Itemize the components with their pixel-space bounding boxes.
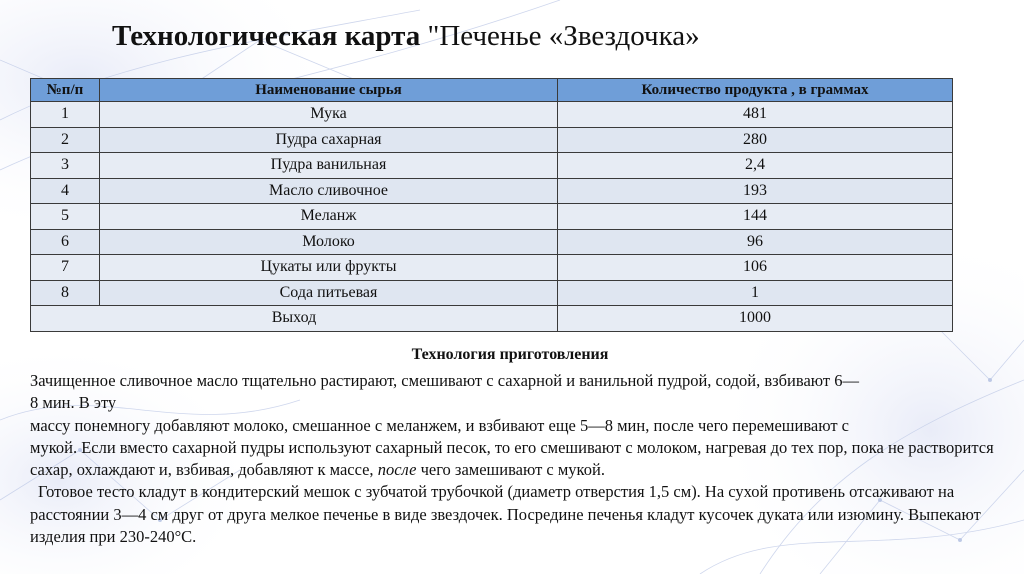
row-quantity: 144: [558, 204, 953, 230]
row-name: Пудра ванильная: [100, 153, 558, 179]
technology-heading: Технология приготовления: [411, 346, 609, 363]
technology-line-2: 8 мин. В эту: [30, 393, 117, 413]
row-name: Меланж: [100, 204, 558, 230]
row-name: Мука: [100, 102, 558, 128]
paragraph-1-end: чего замешивают с мукой.: [416, 460, 605, 480]
paragraph-1-text: мукой. Если вместо сахарной пудры используют сахарный песок, то его смешивают с молоком, нагревая до тех пор, пока не растворится сахар, охлаждают и, взбивая, добавляют к массе,: [30, 437, 994, 480]
row-quantity: 106: [558, 255, 953, 281]
page-title: [112, 18, 992, 54]
title-bold-part: Технологическая карта: [112, 20, 421, 52]
table-row: [31, 255, 953, 281]
technology-line-1: Зачищенное сливочное масло тщательно растирают, смешивают с сахарной и ванильной пудрой, содой, взбивают 6—: [30, 371, 859, 390]
technology-text: [30, 370, 995, 548]
technology-paragraph-1: [30, 437, 995, 482]
row-number: 7: [31, 255, 100, 281]
table-row: [31, 229, 953, 255]
technology-line-3: массу понемногу добавляют молоко, смешанное с меланжем, и взбивают еще 5—8 мин, после чего перемешивают с: [30, 415, 849, 435]
row-name: Пудра сахарная: [100, 127, 558, 153]
row-number: 2: [31, 127, 100, 153]
row-number: 1: [31, 102, 100, 128]
table-row: [31, 204, 953, 230]
total-label: Выход: [31, 306, 558, 332]
row-quantity: 193: [558, 178, 953, 204]
table-row: [31, 280, 953, 306]
header-name: Наименование сырья: [100, 79, 558, 102]
row-quantity: 96: [558, 229, 953, 255]
table-row: [31, 178, 953, 204]
row-number: 3: [31, 153, 100, 179]
table-row: [31, 153, 953, 179]
row-name: Цукаты или фрукты: [100, 255, 558, 281]
ingredients-table: [30, 78, 953, 332]
header-quantity: Количество продукта , в граммах: [558, 79, 953, 102]
technology-paragraph-2: Готовое тесто кладут в кондитерский мешок с зубчатой трубочкой (диаметр отверстия 1,5 см). На сухой противень отсаживают на расстоянии 3—4 см друг от друга мелкое печенье в виде звездочек. Посредине печенья кладут кусочек дуката или изюмину. Выпекают изделия при 230-240°С.: [30, 482, 981, 547]
table-row: [31, 102, 953, 128]
title-rest-part: "Печенье «Звездочка»: [420, 20, 700, 52]
row-quantity: 1: [558, 280, 953, 306]
row-number: 6: [31, 229, 100, 255]
paragraph-1-italic: после: [377, 460, 417, 480]
row-number: 4: [31, 178, 100, 204]
row-quantity: 481: [558, 102, 953, 128]
header-number: №п/п: [31, 79, 100, 102]
table-total-row: [31, 306, 953, 332]
row-name: Масло сливочное: [100, 178, 558, 204]
row-name: Молоко: [100, 229, 558, 255]
total-value: 1000: [558, 306, 953, 332]
row-number: 8: [31, 280, 100, 306]
row-number: 5: [31, 204, 100, 230]
row-name: Сода питьевая: [100, 280, 558, 306]
row-quantity: 2,4: [558, 153, 953, 179]
row-quantity: 280: [558, 127, 953, 153]
table-row: [31, 127, 953, 153]
table-header-row: [31, 79, 953, 102]
